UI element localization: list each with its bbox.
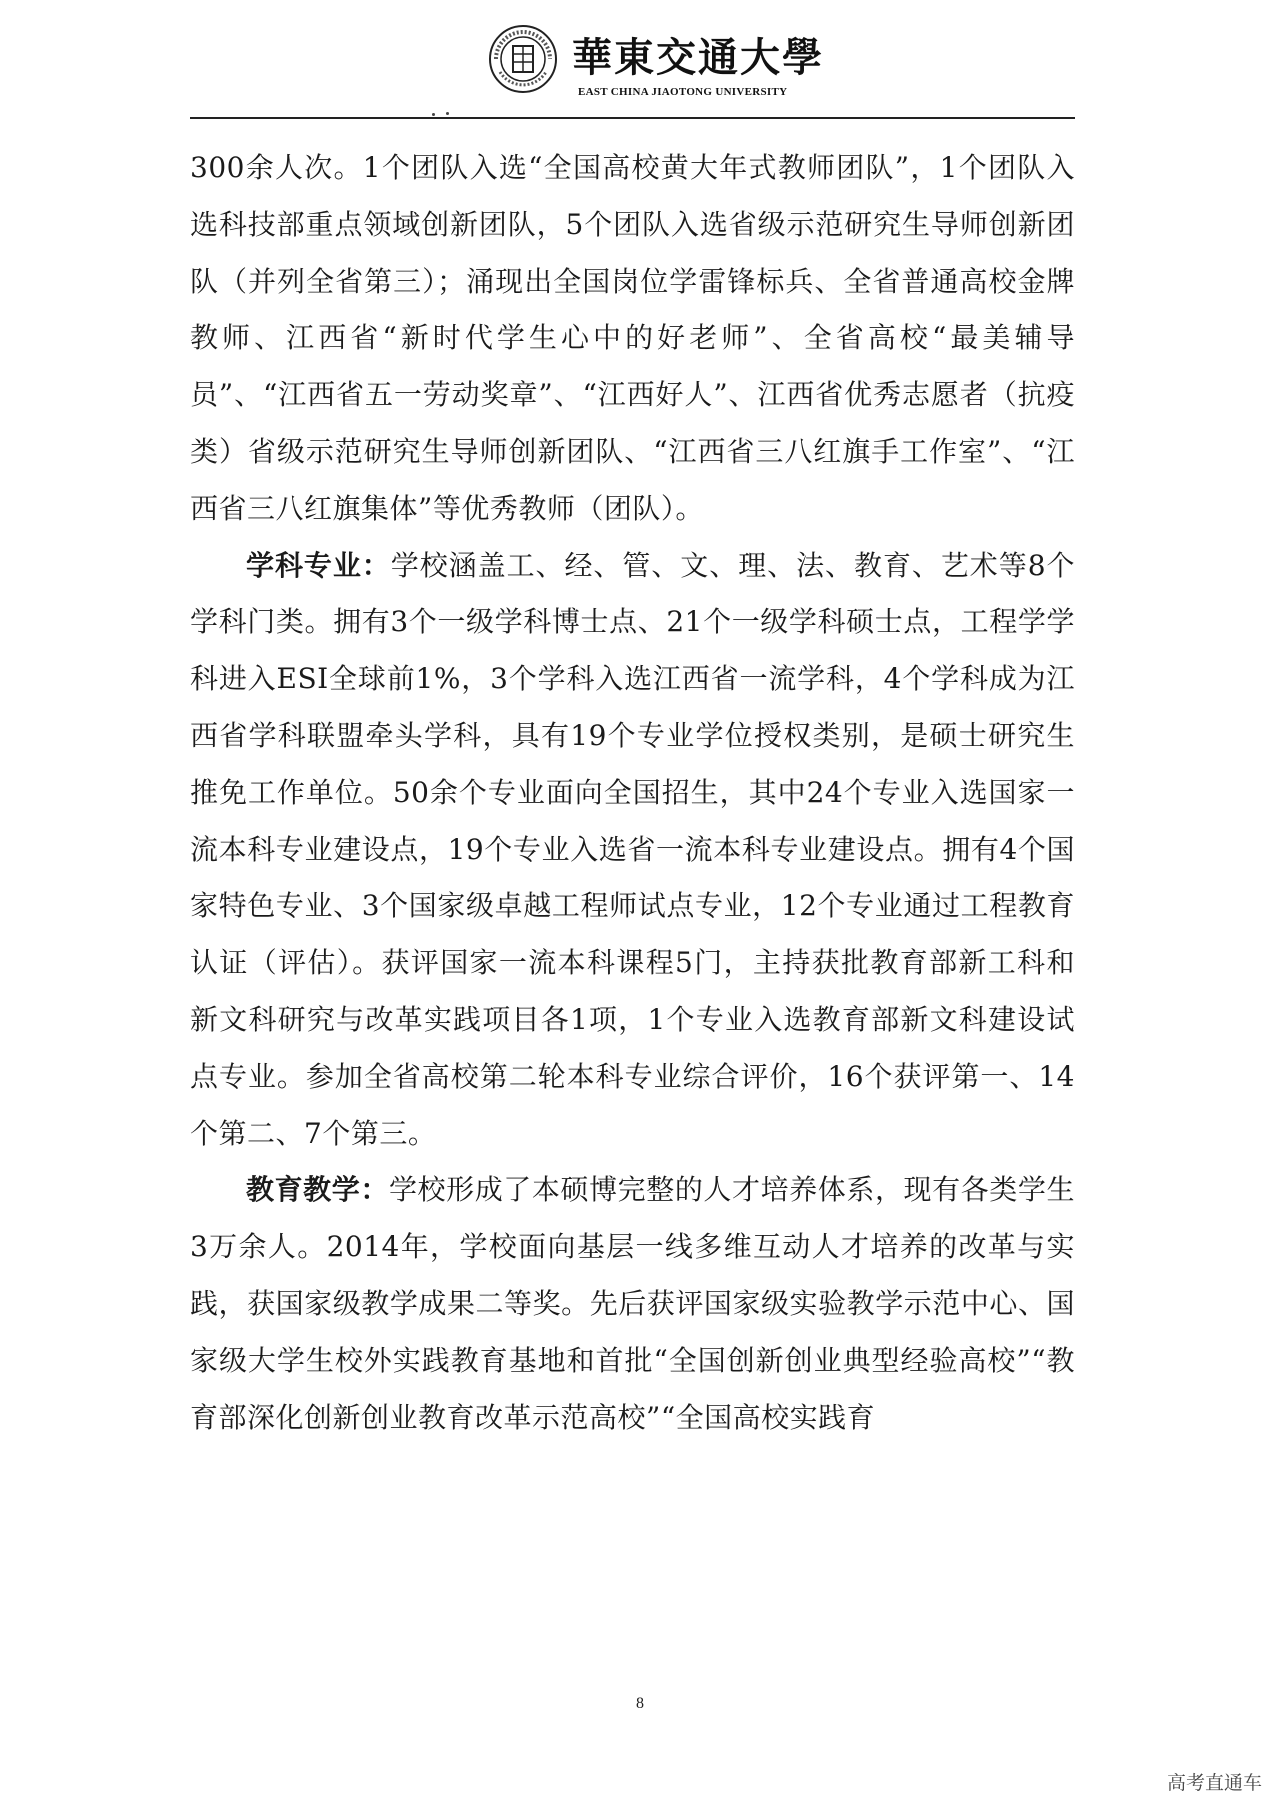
paragraph-lead: 教育教学： <box>246 1173 389 1207</box>
paragraph-education <box>190 1162 1075 1446</box>
university-name-chinese: 華東交通大學 <box>572 34 824 81</box>
scan-speck <box>432 113 435 116</box>
document-header <box>0 0 1280 120</box>
page-number: 8 <box>636 1695 644 1712</box>
university-seal-logo <box>488 24 558 94</box>
watermark-text: 高考直通车 <box>1166 1772 1262 1794</box>
paragraph-disciplines <box>190 538 1075 1163</box>
paragraph-text: 学校涵盖工、经、管、文、理、法、教育、艺术等8个学科门类。拥有3个一级学科博士点、21个一级学科硕士点，工程学学科进入ESI全球前1%，3个学科入选江西省一流学科，4个学科成为江西省学科联盟牵头学科，具有19个专业学位授权类别，是硕士研究生推免工作单位。50余个专业面向全国招生，其中24个专业入选国家一流本科专业建设点，19个专业入选省一流本科专业建设点。拥有4个国家特色专业、3个国家级卓越工程师试点专业，12个专业通过工程教育认证（评估）。获评国家一流本科课程5门，主持获批教育部新工科和新文科研究与改革实践项目各1项，1个专业入选教育部新文科建设试点专业。参加全省高校第二轮本科专业综合评价，16个获评第一、14个第二、7个第三。 <box>190 548 1075 1150</box>
paragraph-text: 300余人次。1个团队入选“全国高校黄大年式教师团队”，1个团队入选科技部重点领域创新团队，5个团队入选省级示范研究生导师创新团队（并列全省第三）；涌现出全国岗位学雷锋标兵、全省普通高校金牌教师、江西省“新时代学生心中的好老师”、全省高校“最美辅导员”、“江西省五一劳动奖章”、“江西好人”、江西省优秀志愿者（抗疫类）省级示范研究生导师创新团队、“江西省三八红旗手工作室”、“江西省三八红旗集体”等优秀教师（团队）。 <box>190 151 1075 525</box>
document-body <box>190 140 1075 1446</box>
scan-speck <box>446 112 449 115</box>
header-divider <box>190 117 1075 119</box>
paragraph-lead: 学科专业： <box>246 548 391 582</box>
paragraph-text: 学校形成了本硕博完整的人才培养体系，现有各类学生3万余人。2014年，学校面向基层一线多维互动人才培养的改革与实践，获国家级教学成果二等奖。先后获评国家级实验教学示范中心、国家级大学生校外实践教育基地和首批“全国创新创业典型经验高校”“教育部深化创新创业教育改革示范高校”“全国高校实践育 <box>190 1173 1075 1434</box>
paragraph-faculty <box>190 140 1075 538</box>
university-name-english: EAST CHINA JIAOTONG UNIVERSITY <box>578 86 788 98</box>
